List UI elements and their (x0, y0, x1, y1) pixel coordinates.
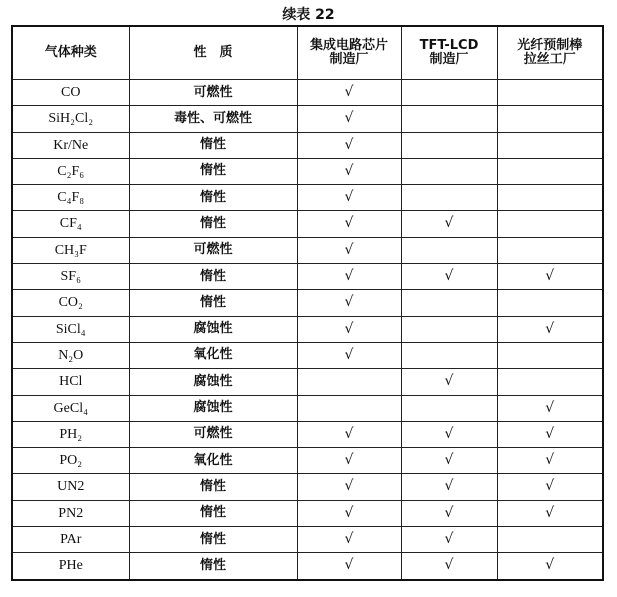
fiber-plant-check-cell (497, 106, 603, 132)
fiber-plant-check-cell: √ (497, 395, 603, 421)
header-fiber-plant-line1: 光纤预制棒 (517, 37, 583, 53)
fiber-plant-check-cell: √ (497, 264, 603, 290)
gas-name-cell: SF₆ (12, 264, 129, 290)
lcd-fab-check-cell (401, 106, 497, 132)
property-cell: 氧化性 (129, 342, 297, 368)
header-lcd-fab-line1: TFT-LCD (419, 37, 479, 53)
header-gas-type: 气体种类 (12, 26, 129, 80)
ic-fab-check-cell: √ (297, 553, 401, 580)
table-row (12, 264, 603, 290)
gas-name-cell: Kr/Ne (12, 132, 129, 158)
property-cell: 腐蚀性 (129, 316, 297, 342)
property-cell: 惰性 (129, 211, 297, 237)
table-row (12, 448, 603, 474)
header-lcd-fab-line2: 制造厂 (429, 52, 469, 67)
table-row (12, 421, 603, 447)
table-row (12, 500, 603, 526)
ic-fab-check-cell: √ (297, 500, 401, 526)
ic-fab-check-cell (297, 369, 401, 395)
gas-name-cell: CH₃F (12, 237, 129, 263)
fiber-plant-check-cell (497, 211, 603, 237)
lcd-fab-check-cell (401, 342, 497, 368)
table-caption: 续表 22 (282, 7, 335, 23)
fiber-plant-check-cell (497, 342, 603, 368)
fiber-plant-check-cell: √ (497, 448, 603, 474)
property-cell: 氧化性 (129, 448, 297, 474)
fiber-plant-check-cell: √ (497, 316, 603, 342)
ic-fab-check-cell: √ (297, 237, 401, 263)
fiber-plant-check-cell: √ (497, 474, 603, 500)
table-row (12, 527, 603, 553)
ic-fab-check-cell: √ (297, 527, 401, 553)
gas-name-cell: GeCl₄ (12, 395, 129, 421)
property-cell: 可燃性 (129, 80, 297, 106)
property-cell: 惰性 (129, 158, 297, 184)
header-ic-fab-line1: 集成电路芯片 (309, 37, 388, 53)
property-cell: 惰性 (129, 185, 297, 211)
fiber-plant-check-cell: √ (497, 553, 603, 580)
fiber-plant-check-cell (497, 158, 603, 184)
gas-name-cell: PAr (12, 527, 129, 553)
lcd-fab-check-cell (401, 132, 497, 158)
property-cell: 惰性 (129, 553, 297, 580)
property-cell: 惰性 (129, 290, 297, 316)
lcd-fab-check-cell: √ (401, 527, 497, 553)
gas-name-cell: N₂O (12, 342, 129, 368)
table-row (12, 395, 603, 421)
lcd-fab-check-cell (401, 185, 497, 211)
lcd-fab-check-cell: √ (401, 421, 497, 447)
header-property: 性 质 (129, 26, 297, 80)
lcd-fab-check-cell: √ (401, 448, 497, 474)
table-row (12, 80, 603, 106)
fiber-plant-check-cell (497, 237, 603, 263)
gas-name-cell: UN2 (12, 474, 129, 500)
ic-fab-check-cell: √ (297, 290, 401, 316)
table-row (12, 342, 603, 368)
gas-name-cell: SiCl₄ (12, 316, 129, 342)
ic-fab-check-cell: √ (297, 474, 401, 500)
ic-fab-check-cell: √ (297, 342, 401, 368)
gas-name-cell: CO₂ (12, 290, 129, 316)
property-cell: 惰性 (129, 474, 297, 500)
ic-fab-check-cell: √ (297, 158, 401, 184)
fiber-plant-check-cell: √ (497, 421, 603, 447)
gas-name-cell: PN2 (12, 500, 129, 526)
lcd-fab-check-cell: √ (401, 553, 497, 580)
ic-fab-check-cell: √ (297, 80, 401, 106)
header-lcd-fab (401, 26, 497, 80)
table-row (12, 316, 603, 342)
property-cell: 可燃性 (129, 421, 297, 447)
lcd-fab-check-cell (401, 290, 497, 316)
ic-fab-check-cell: √ (297, 106, 401, 132)
property-cell: 惰性 (129, 264, 297, 290)
property-cell: 腐蚀性 (129, 369, 297, 395)
ic-fab-check-cell: √ (297, 448, 401, 474)
fiber-plant-check-cell (497, 132, 603, 158)
gas-name-cell: C₄F₈ (12, 185, 129, 211)
header-ic-fab-line2: 制造厂 (329, 52, 369, 67)
gas-name-cell: PH₂ (12, 421, 129, 447)
lcd-fab-check-cell: √ (401, 264, 497, 290)
lcd-fab-check-cell: √ (401, 211, 497, 237)
lcd-fab-check-cell (401, 316, 497, 342)
lcd-fab-check-cell (401, 395, 497, 421)
table-row (12, 158, 603, 184)
property-cell: 可燃性 (129, 237, 297, 263)
gas-name-cell: CO (12, 80, 129, 106)
table-row (12, 369, 603, 395)
lcd-fab-check-cell: √ (401, 500, 497, 526)
table-row (12, 237, 603, 263)
lcd-fab-check-cell (401, 158, 497, 184)
ic-fab-check-cell: √ (297, 264, 401, 290)
table-row (12, 290, 603, 316)
ic-fab-check-cell: √ (297, 211, 401, 237)
ic-fab-check-cell: √ (297, 421, 401, 447)
fiber-plant-check-cell (497, 527, 603, 553)
fiber-plant-check-cell: √ (497, 500, 603, 526)
gas-name-cell: C₂F₆ (12, 158, 129, 184)
fiber-plant-check-cell (497, 185, 603, 211)
table-row (12, 106, 603, 132)
ic-fab-check-cell: √ (297, 132, 401, 158)
gas-name-cell: PHe (12, 553, 129, 580)
ic-fab-check-cell (297, 395, 401, 421)
lcd-fab-check-cell: √ (401, 474, 497, 500)
gas-table (11, 25, 604, 581)
header-fiber-plant (497, 26, 603, 80)
ic-fab-check-cell: √ (297, 185, 401, 211)
table-row (12, 553, 603, 580)
table-row (12, 474, 603, 500)
table-row (12, 185, 603, 211)
lcd-fab-check-cell (401, 237, 497, 263)
property-cell: 腐蚀性 (129, 395, 297, 421)
lcd-fab-check-cell: √ (401, 369, 497, 395)
fiber-plant-check-cell (497, 80, 603, 106)
property-cell: 惰性 (129, 500, 297, 526)
gas-name-cell: HCl (12, 369, 129, 395)
header-fiber-plant-line2: 拉丝工厂 (523, 52, 576, 67)
property-cell: 惰性 (129, 527, 297, 553)
fiber-plant-check-cell (497, 290, 603, 316)
property-cell: 毒性、可燃性 (129, 106, 297, 132)
fiber-plant-check-cell (497, 369, 603, 395)
header-ic-fab (297, 26, 401, 80)
ic-fab-check-cell: √ (297, 316, 401, 342)
gas-name-cell: CF₄ (12, 211, 129, 237)
property-cell: 惰性 (129, 132, 297, 158)
table-row (12, 211, 603, 237)
lcd-fab-check-cell (401, 80, 497, 106)
table-row (12, 132, 603, 158)
header-row (12, 26, 603, 80)
gas-name-cell: PO₂ (12, 448, 129, 474)
gas-name-cell: SiH₂Cl₂ (12, 106, 129, 132)
